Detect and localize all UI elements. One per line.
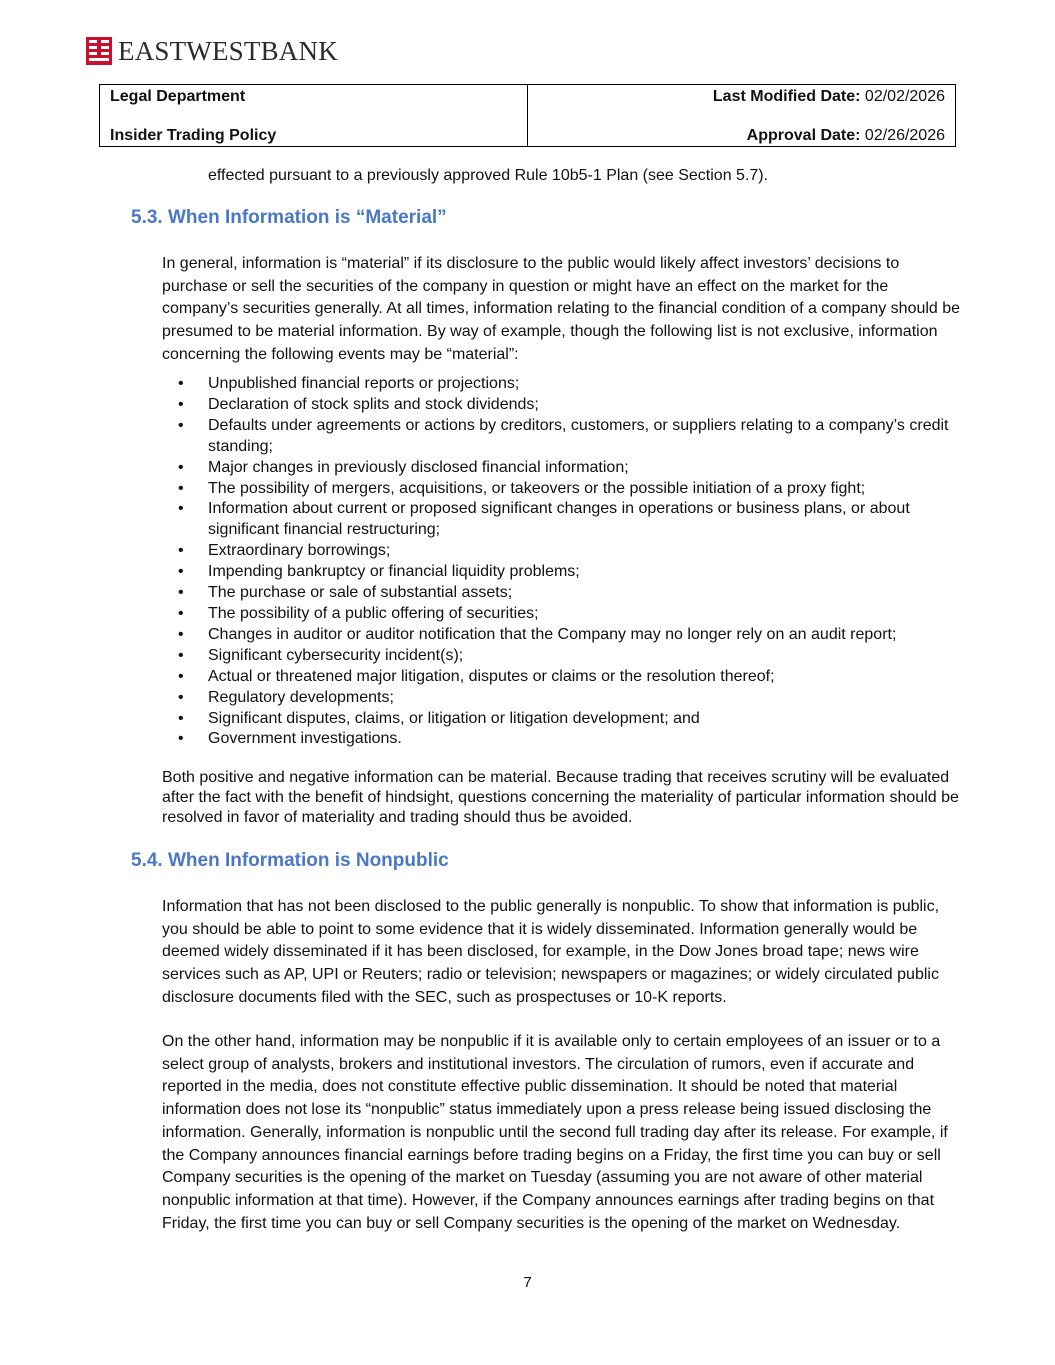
list-item: • The possibility of mergers, acquisitions, or takeovers or the possible initiation of a proxy fight; xyxy=(162,479,962,500)
bank-logo-text: EASTWESTBANK xyxy=(118,36,338,66)
section-5-3-closing: Both positive and negative information can be material. Because trading that receives scrutiny will be evaluated after the fact with the benefit of hindsight, questions concerning the materiality of particular information should be resolved in favor of materiality and trading should thus be avoided. xyxy=(162,769,959,826)
bullet: • xyxy=(178,458,184,476)
section-5-3-intro: In general, information is “material” if its disclosure to the public would likely affect investors’ decisions to purchase or sell the securities of the company in question or might have an effect on the market for the company’s securities generally. At all times, information relating to the financial condition of a company should be presumed to be material information. By way of example, though the following list is not exclusive, information concerning the following events may be “material”: xyxy=(162,255,961,363)
list-item: • Significant disputes, claims, or litigation or litigation development; and xyxy=(162,709,962,730)
list-item: • Government investigations. xyxy=(162,729,962,750)
bank-logo-icon xyxy=(86,37,112,65)
continuation-text: effected pursuant to a previously approved Rule 10b5-1 Plan (see Section 5.7). xyxy=(208,167,769,184)
section-5-4-paragraph-2: On the other hand, information may be nonpublic if it is available only to certain employees of an issuer or to a select group of analysts, brokers and institutional investors. The circulation of rumors, even if accurate and reported in the media, does not constitute effective public dissemination. It should be noted that material information does not lose its “nonpublic” status immediately upon a press release being issued disclosing the information. Generally, information is nonpublic until the second full trading day after its release. For example, if the Company announces financial earnings before trading begins on a Friday, the first time you can buy or sell Company securities is the opening of the market on Tuesday (assuming you are not aware of other material nonpublic information at that time). However, if the Company announces earnings after trading begins on that Friday, the first time you can buy or sell Company securities is the opening of the market on Wednesday. xyxy=(162,1033,948,1232)
bullet: • xyxy=(178,730,184,748)
approval-date-label: Approval Date: xyxy=(746,127,861,144)
bullet: • xyxy=(178,542,184,560)
bullet: • xyxy=(178,584,184,602)
list-item: • Actual or threatened major litigation, disputes or claims or the resolution thereof; xyxy=(162,667,962,688)
header-left-cell xyxy=(100,85,528,147)
bullet: • xyxy=(178,563,184,581)
section-5-4-paragraph-1: Information that has not been disclosed to the public generally is nonpublic. To show that information is public, you should be able to point to some evidence that it is widely disseminated. Information generally would be deemed widely disseminated if it has been disclosed, for example, in the Dow Jones broad tape; news wire services such as AP, UPI or Reuters; radio or television; newspapers or magazines; or widely circulated public disclosure documents filed with the SEC, such as prospectuses or 10-K reports. xyxy=(162,898,940,1006)
page-number: 7 xyxy=(523,1274,532,1291)
bullet: • xyxy=(178,688,184,706)
bullet: • xyxy=(178,416,184,434)
bullet: • xyxy=(178,375,184,392)
list-item: • Regulatory developments; xyxy=(162,688,962,709)
approval-date-value: 02/26/2026 xyxy=(864,127,945,144)
list-item: • Changes in auditor or auditor notification that the Company may no longer rely on an audit report; xyxy=(162,625,962,646)
bullet: • xyxy=(178,625,184,643)
list-item: • Information about current or proposed significant changes in operations or business plans, or about significant financial restructuring; xyxy=(178,500,910,539)
header-approval-date xyxy=(538,126,945,146)
list-item: • The possibility of a public offering of securities; xyxy=(162,604,962,625)
list-item: • Extraordinary borrowings; xyxy=(162,541,962,562)
bullet: • xyxy=(178,646,184,664)
list-item: • Significant cybersecurity incident(s); xyxy=(162,646,962,667)
document-header-table xyxy=(99,84,956,147)
bank-logo xyxy=(86,36,338,66)
bullet: • xyxy=(178,395,184,413)
list-item: • Defaults under agreements or actions by creditors, customers, or suppliers relating to a company’s credit standing; xyxy=(178,416,949,455)
header-last-modified xyxy=(538,87,945,107)
bullet: • xyxy=(178,604,184,622)
header-right-cell xyxy=(528,85,956,147)
list-item: • Declaration of stock splits and stock dividends; xyxy=(162,395,962,416)
bullet: • xyxy=(178,667,184,685)
list-item: • The purchase or sale of substantial assets; xyxy=(162,583,962,604)
list-item: • Impending bankruptcy or financial liquidity problems; xyxy=(162,562,962,583)
bullet: • xyxy=(178,500,184,518)
material-events-list xyxy=(162,374,962,750)
section-5-4-heading: 5.4. When Information is Nonpublic xyxy=(131,850,449,871)
last-modified-value: 02/02/2026 xyxy=(864,88,945,105)
bullet: • xyxy=(178,479,184,497)
list-item: • Major changes in previously disclosed financial information; xyxy=(162,458,962,479)
bullet: • xyxy=(178,709,184,727)
last-modified-label: Last Modified Date: xyxy=(712,88,861,105)
section-5-3-heading: 5.3. When Information is “Material” xyxy=(131,207,447,228)
header-policy-name: Insider Trading Policy xyxy=(110,127,277,144)
list-item: • Unpublished financial reports or projections; xyxy=(162,374,962,395)
header-department: Legal Department xyxy=(110,88,246,105)
